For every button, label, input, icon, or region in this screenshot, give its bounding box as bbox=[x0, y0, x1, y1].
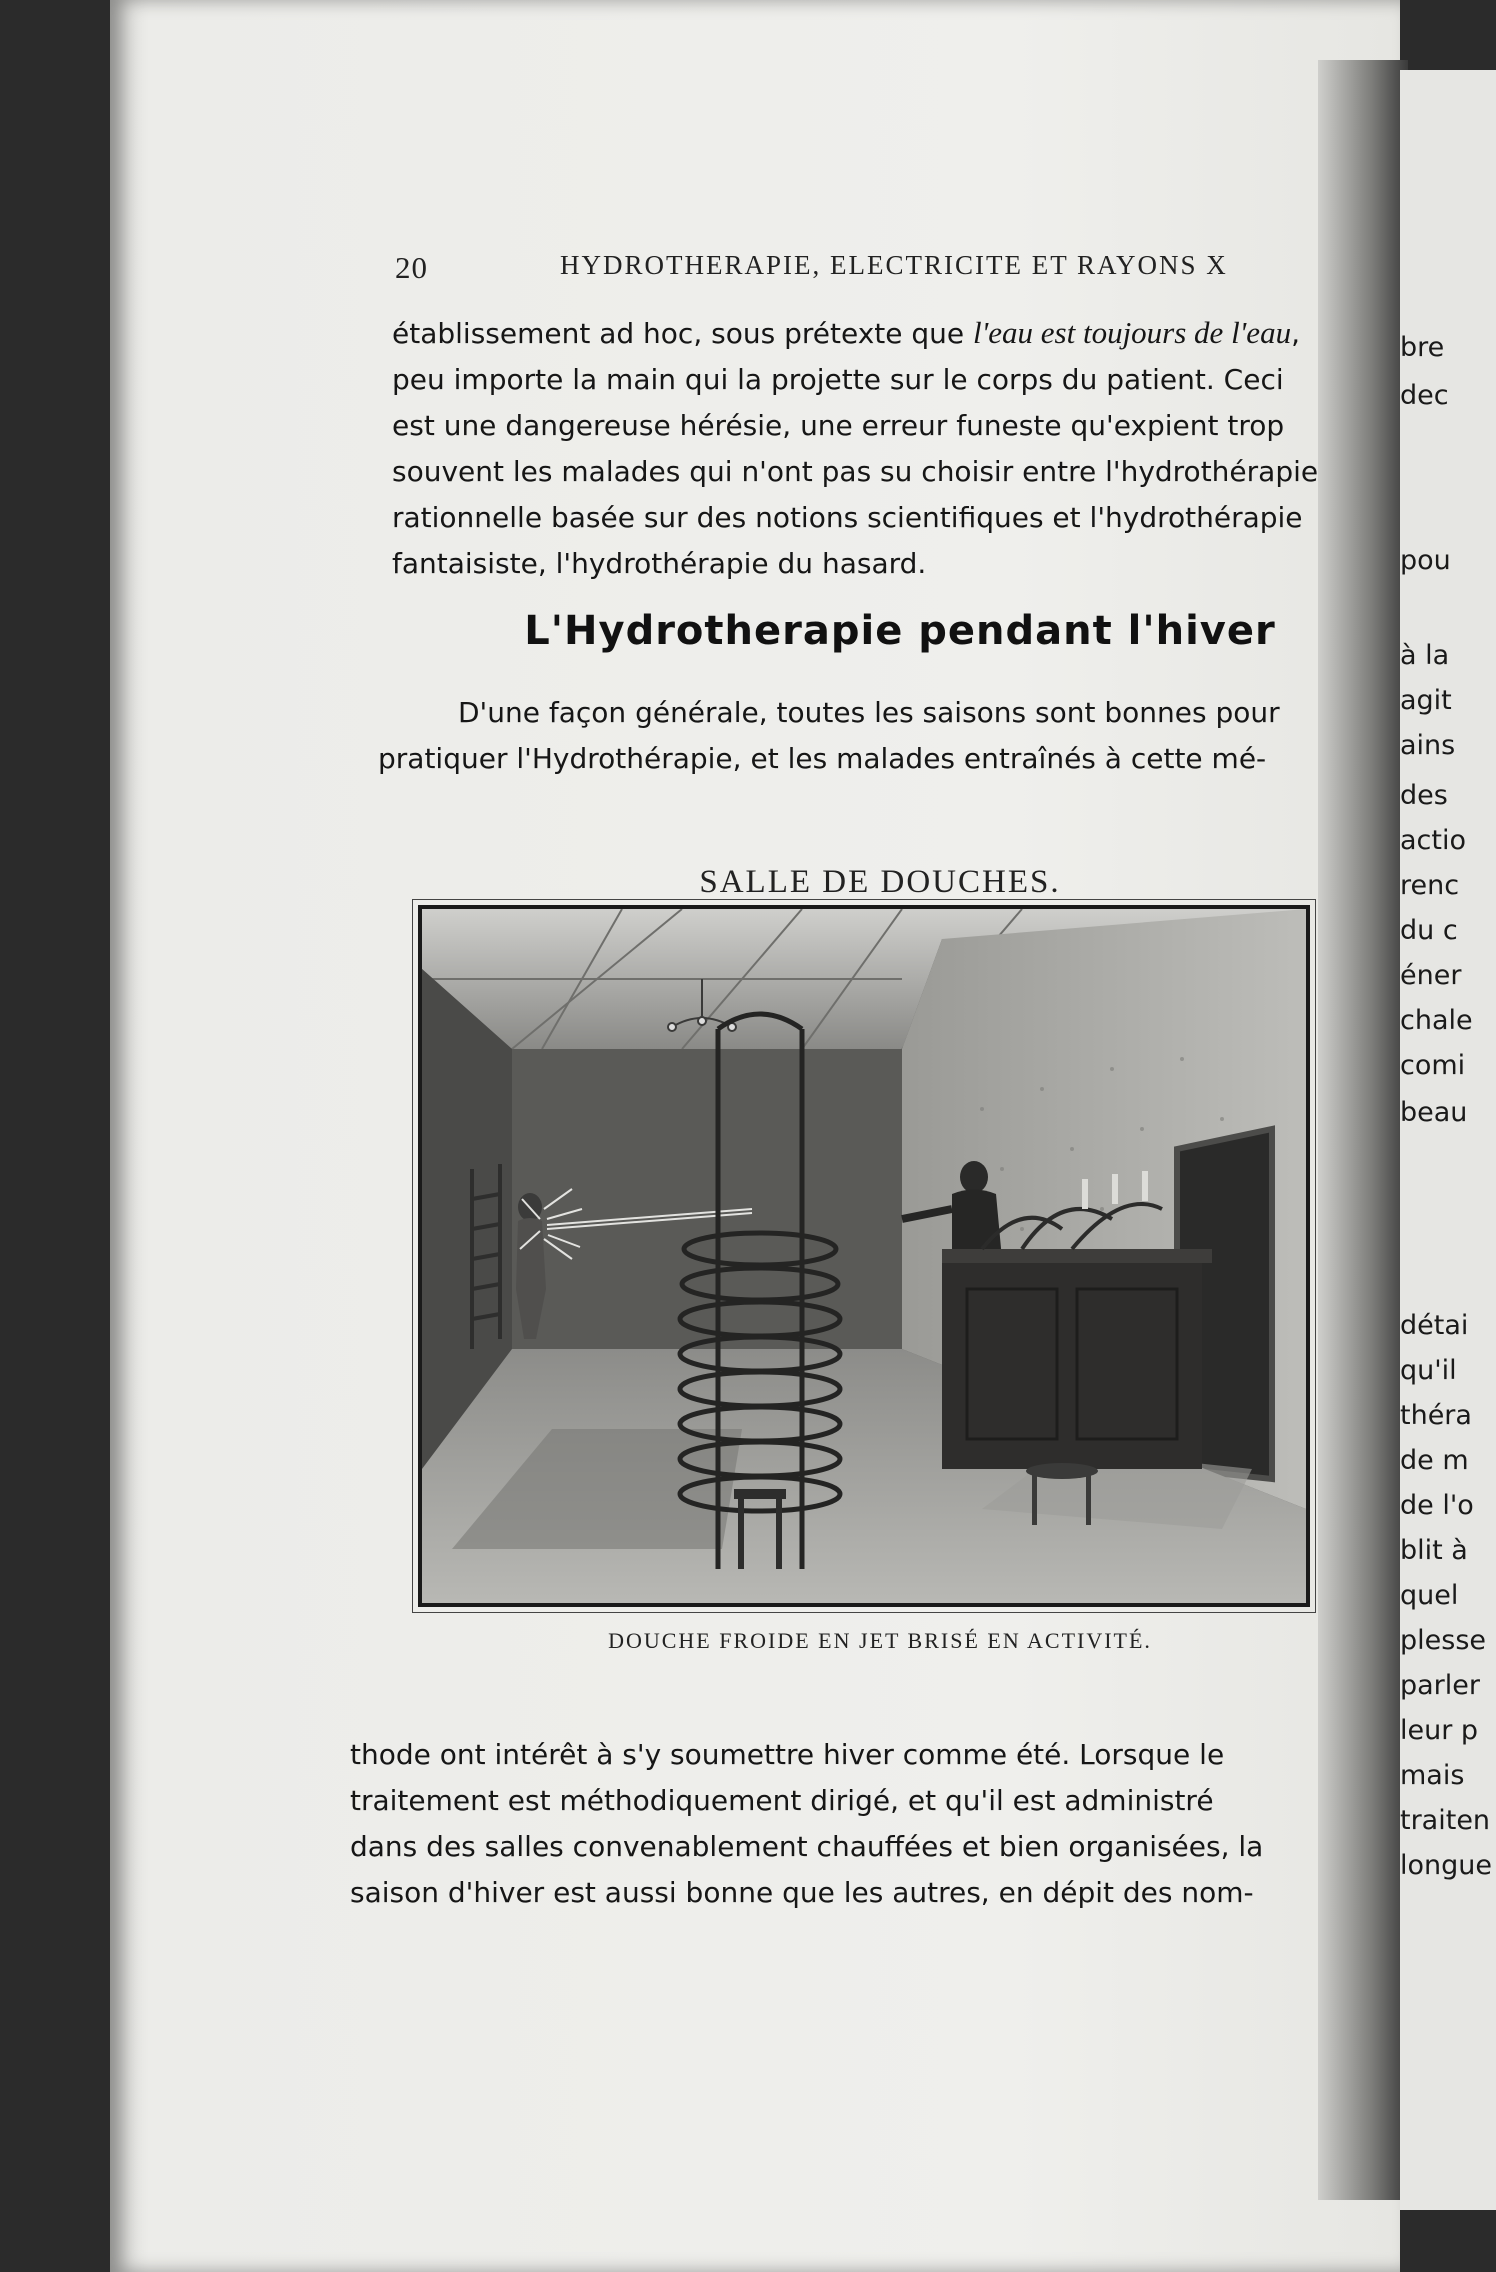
paragraph-2 bbox=[378, 690, 1378, 782]
right-text-fragment: de l'o bbox=[1400, 1490, 1474, 1521]
text-line: thode ont intérêt à s'y soumettre hiver comme été. Lorsque le bbox=[350, 1738, 1225, 1771]
right-text-fragment: comi bbox=[1400, 1050, 1466, 1081]
text-line: peu importe la main qui la projette sur le corps du patient. Ceci bbox=[392, 363, 1284, 396]
right-text-fragment: théra bbox=[1400, 1400, 1472, 1431]
page-number: 20 bbox=[395, 250, 428, 285]
right-text-fragment: quel bbox=[1400, 1580, 1459, 1611]
illustration-graphic bbox=[422, 909, 1306, 1603]
right-text-fragment: renc bbox=[1400, 870, 1460, 901]
right-text-fragment: bre bbox=[1400, 332, 1445, 363]
right-text-fragment: blit à bbox=[1400, 1535, 1468, 1566]
right-text-fragment: agit bbox=[1400, 685, 1452, 716]
text-line: fantaisiste, l'hydrothérapie du hasard. bbox=[392, 547, 927, 580]
paragraph-1 bbox=[392, 310, 1392, 587]
text-line: dans des salles convenablement chauffées et bien organisées, la bbox=[350, 1830, 1264, 1863]
text-line: pratiquer l'Hydrothérapie, et les malades entraînés à cette mé- bbox=[378, 742, 1267, 775]
right-text-fragment: détai bbox=[1400, 1310, 1469, 1341]
text-line: souvent les malades qui n'ont pas su choisir entre l'hydrothérapie bbox=[392, 455, 1319, 488]
right-text-fragment: beau bbox=[1400, 1097, 1468, 1128]
right-text-fragment: traiten bbox=[1400, 1805, 1491, 1836]
running-title: HYDROTHERAPIE, ELECTRICITE ET RAYONS X bbox=[560, 250, 1228, 280]
right-text-fragment: ains bbox=[1400, 730, 1456, 761]
italic-quote: l'eau est toujours de l'eau bbox=[973, 315, 1292, 350]
text-line: est une dangereuse hérésie, une erreur funeste qu'expient trop bbox=[392, 409, 1285, 442]
right-text-fragment: actio bbox=[1400, 825, 1466, 856]
right-text-fragment: de m bbox=[1400, 1445, 1469, 1476]
text-line: rationnelle basée sur des notions scientifiques et l'hydrothérapie bbox=[392, 501, 1303, 534]
figure-caption: DOUCHE FROIDE EN JET BRISÉ EN ACTIVITÉ. bbox=[608, 1628, 1152, 1653]
section-title: L'Hydrotherapie pendant l'hiver bbox=[524, 608, 1276, 654]
paragraph-3 bbox=[350, 1732, 1340, 1916]
right-text-fragment: qu'il bbox=[1400, 1355, 1457, 1386]
text-line: traitement est méthodiquement dirigé, et qu'il est administré bbox=[350, 1784, 1214, 1817]
right-text-fragment: pou bbox=[1400, 545, 1451, 576]
right-text-fragment: des bbox=[1400, 780, 1448, 811]
right-text-fragment: mais bbox=[1400, 1760, 1465, 1791]
plate-title: SALLE DE DOUCHES. bbox=[699, 864, 1061, 900]
right-text-fragment: dec bbox=[1400, 380, 1449, 411]
text-line: saison d'hiver est aussi bonne que les autres, en dépit des nom- bbox=[350, 1876, 1254, 1909]
right-text-fragment: à la bbox=[1400, 640, 1450, 671]
shower-room-illustration bbox=[418, 905, 1310, 1607]
right-text-fragment: éner bbox=[1400, 960, 1462, 991]
right-text-fragment: longue bbox=[1400, 1850, 1492, 1881]
right-text-fragment: du c bbox=[1400, 915, 1458, 946]
text-line: D'une façon générale, toutes les saisons sont bonnes pour bbox=[458, 696, 1280, 729]
right-text-fragment: chale bbox=[1400, 1005, 1473, 1036]
right-page bbox=[1400, 70, 1496, 2210]
right-text-fragment: plesse bbox=[1400, 1625, 1486, 1656]
right-text-fragment: leur p bbox=[1400, 1715, 1479, 1746]
text-line: établissement ad hoc, sous prétexte que l'eau est toujours de l'eau, bbox=[392, 315, 1300, 350]
right-text-fragment: parler bbox=[1400, 1670, 1480, 1701]
